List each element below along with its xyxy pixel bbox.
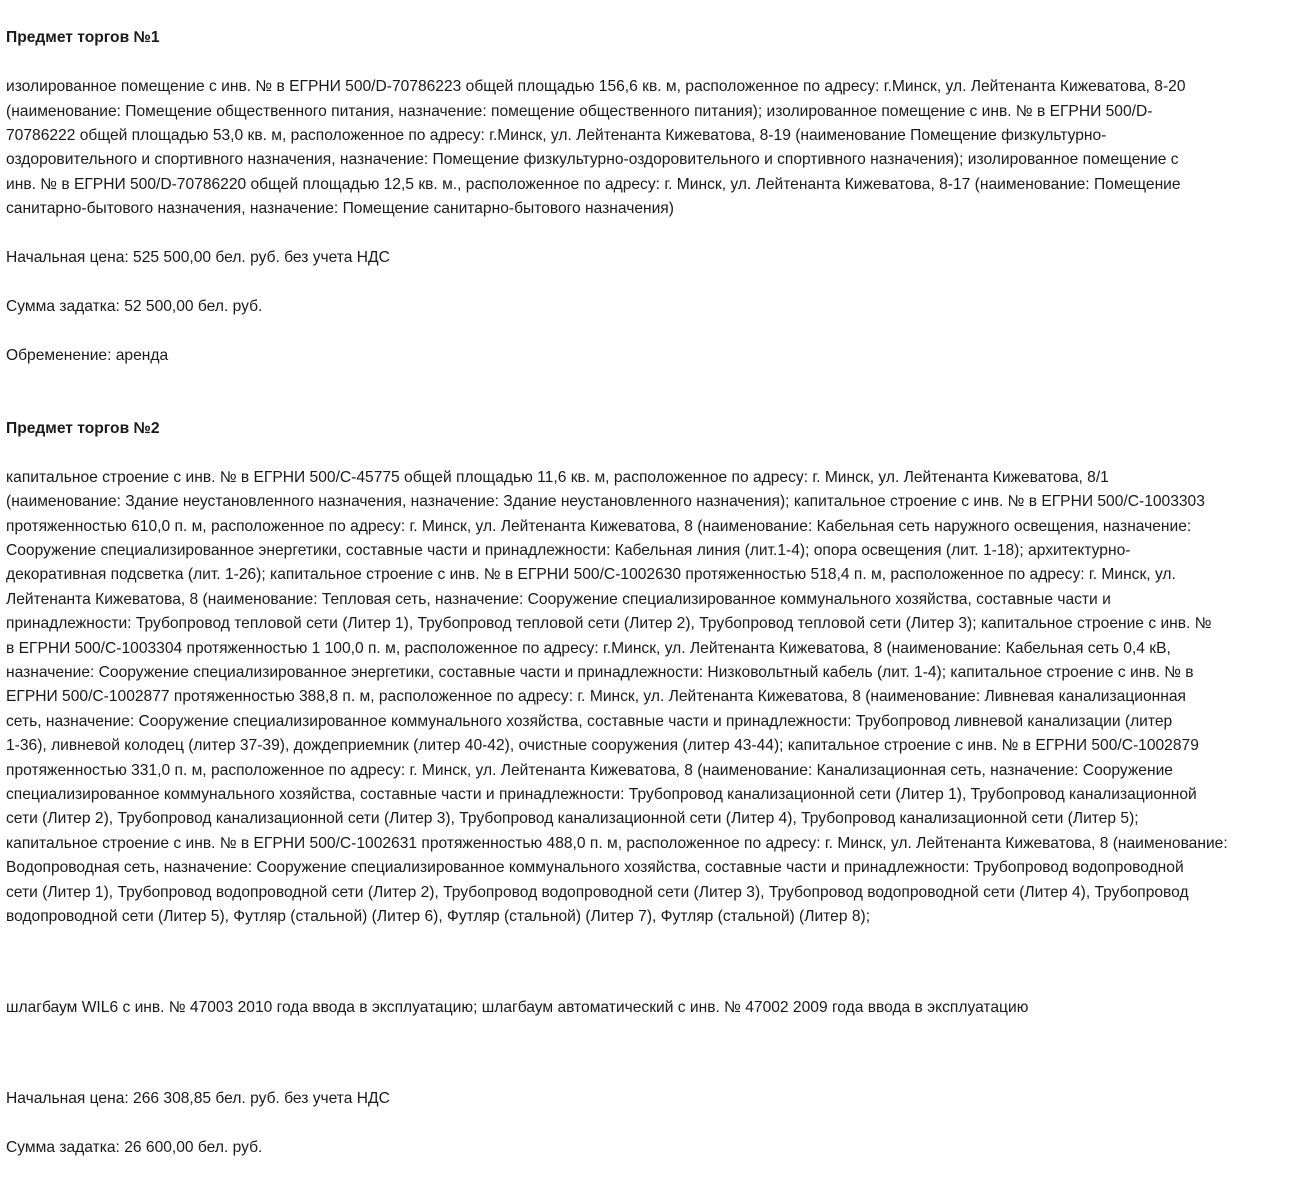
lot-1-encumbrance: Обременение: аренда <box>6 346 169 364</box>
lot-2-description: капитальное строение с инв. № в ЕГРНИ 500/С-45775 общей площадью 11,6 кв. м, расположенное по адресу: г. Минск, ул. Лейтенанта Кижеватова, 8/1 (наименование: Здание неустановленного назначения, назначение: Здание неустановленного назначения); капитальное строение с инв. № в ЕГРНИ 500/С-1003303 протяженностью 610,0 п. м, расположенное по адресу: г. Минск, ул. Лейтенанта Кижеватова, 8 (наименование: Кабельная сеть наружного освещения, назначение: Сооружение специализированное энергетики, составные части и принадлежности: Кабельная линия (лит.1-4); опора освещения (лит. 1-18); архитектурно- декоративная подсветка (лит. 1-26); капитальное строение с инв. № в ЕГРНИ 500/С-1002630 протяженностью 518,4 п. м, расположенное по адресу: г. Минск, ул. Лейтенанта Кижеватова, 8 (наименование: Тепловая сеть, назначение: Сооружение специализированное коммунального хозяйства, составные части и принадлежности: Трубопровод тепловой сети (Литер 1), Трубопровод тепловой сети (Литер 2), Трубопровод тепловой сети (Литер 3); капитальное строение с инв. № в ЕГРНИ 500/С-1003304 протяженностью 1 100,0 п. м, расположенное по адресу: г.Минск, ул. Лейтенанта Кижеватова, 8 (наименование: Кабельная сеть 0,4 кВ, назначение: Сооружение специализированное энергетики, составные части и принадлежности: Низковольтный кабель (лит. 1-4); капитальное строение с инв. № в ЕГРНИ 500/С-1002877 протяженностью 388,8 п. м, расположенное по адресу: г. Минск, ул. Лейтенанта Кижеватова, 8 (наименование: Ливневая канализационная сеть, назначение: Сооружение специализированное коммунального хозяйства, составные части и принадлежности: Трубопровод ливневой канализации (литер 1-36), ливневой колодец (литер 37-39), дождеприемник (литер 40-42), очистные сооружения (литер 43-44); капитальное строение с инв. № в ЕГРНИ 500/С-1002879 протяженностью 331,0 п. м, расположенное по адресу: г. Минск, ул. Лейтенанта Кижеватова, 8 (наименование: Канализационная сеть, назначение: Сооружение специализированное коммунального хозяйства, составные части и принадлежности: Трубопровод канализационной сети (Литер 1), Трубопровод канализационной сети (Литер 2), Трубопровод канализационной сети (Литер 3), Трубопровод канализационной сети (Литер 4), Трубопровод канализационной сети (Литер 5); капитальное строение с инв. № в ЕГРНИ 500/С-1002631 протяженностью 488,0 п. м, расположенное по адресу: г. Минск, ул. Лейтенанта Кижеватова, 8 (наименование: Водопроводная сеть, назначение: Сооружение специализированное коммунального хозяйства, составные части и принадлежности: Трубопровод водопроводной сети (Литер 1), Трубопровод водопроводной сети (Литер 2), Трубопровод водопроводной сети (Литер 3), Трубопровод водопроводной сети (Литер 4), Трубопровод водопроводной сети (Литер 5), Футляр (стальной) (Литер 6), Футляр (стальной) (Литер 7), Футляр (стальной) (Литер 8); <box>6 468 1228 926</box>
lot-2-title: Предмет торгов №2 <box>6 419 160 437</box>
lot-1-deposit: Сумма задатка: 52 500,00 бел. руб. <box>6 297 263 315</box>
lot-2-deposit: Сумма задатка: 26 600,00 бел. руб. <box>6 1139 263 1157</box>
spacer <box>6 1045 1302 1063</box>
lot-1-title: Предмет торгов №1 <box>6 29 160 47</box>
spacer <box>6 954 1302 972</box>
lot-2-start-price: Начальная цена: 266 308,85 бел. руб. без учета НДС <box>6 1090 390 1108</box>
lot-2-barriers: шлагбаум WIL6 с инв. № 47003 2010 года ввода в эксплуатацию; шлагбаум автоматический с инв. № 47002 2009 года ввода в эксплуатацию <box>6 999 1029 1017</box>
lot-1-description: изолированное помещение с инв. № в ЕГРНИ 500/D-70786223 общей площадью 156,6 кв. м, расположенное по адресу: г.Минск, ул. Лейтенанта Кижеватова, 8-20 (наименование: Помещение общественного питания, назначение: помещение общественного питания); изолированное помещение с инв. № в ЕГРНИ 500/D- 70786222 общей площадью 53,0 кв. м, расположенное по адресу: г.Минск, ул. Лейтенанта Кижеватова, 8-19 (наименование Помещение физкультурно- оздоровительного и спортивного назначения, назначение: Помещение физкультурно-оздоровительного и спортивного назначения); изолированное помещение с инв. № в ЕГРНИ 500/D-70786220 общей площадью 12,5 кв. м., расположенное по адресу: г. Минск, ул. Лейтенанта Кижеватова, 8-17 (наименование: Помещение санитарно-бытового назначения, назначение: Помещение санитарно-бытового назначения) <box>6 78 1186 218</box>
lot-1-start-price: Начальная цена: 525 500,00 бел. руб. без учета НДС <box>6 249 390 267</box>
